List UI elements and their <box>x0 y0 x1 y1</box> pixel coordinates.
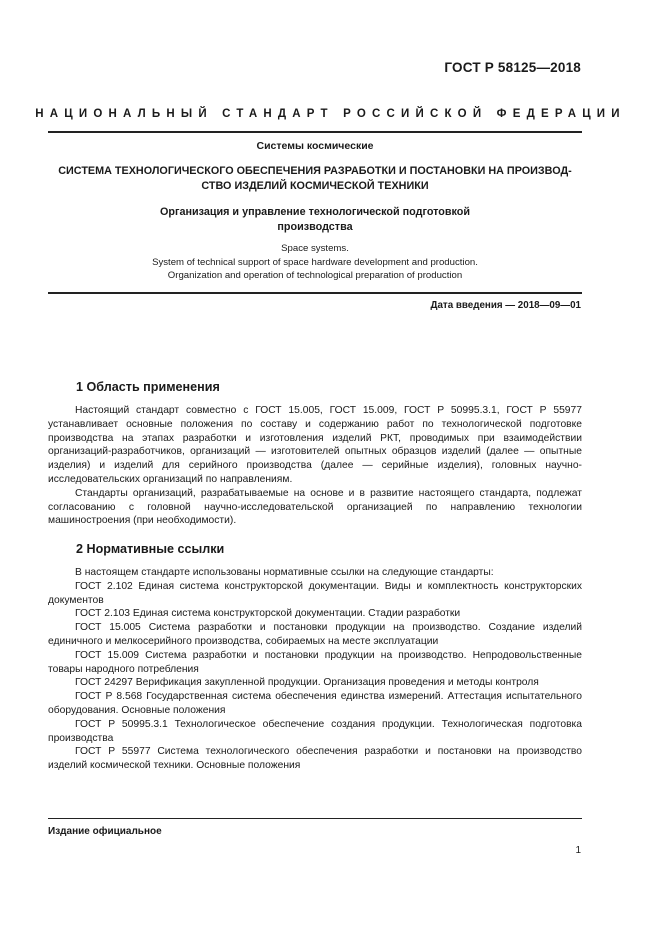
title-divider <box>48 292 582 294</box>
english-title-line1: Space systems. <box>281 243 349 254</box>
reference-item: ГОСТ 2.103 Единая система конструкторской документации. Стадии разработки <box>75 608 461 620</box>
main-title-line1: СИСТЕМА ТЕХНОЛОГИЧЕСКОГО ОБЕСПЕЧЕНИЯ РАЗРАБОТКИ И ПОСТАНОВКИ НА ПРОИЗВОД- <box>58 165 572 177</box>
english-title-line3: Organization and operation of technological preparation of production <box>167 270 463 281</box>
main-title <box>48 164 582 194</box>
document-code: ГОСТ Р 58125—2018 <box>444 60 581 75</box>
footer-divider <box>48 818 582 819</box>
header-divider <box>48 131 582 133</box>
reference-item: ГОСТ 15.005 Система разработки и постановки продукции на производство. Создание изделий единичного и мелкосерийного производства, собираемых на месте эксплуатации <box>48 622 582 647</box>
section-2-heading: 2 Нормативные ссылки <box>76 542 225 556</box>
standard-group: Системы космические <box>256 140 374 152</box>
english-title <box>48 242 582 283</box>
subtitle <box>48 205 582 235</box>
section-1-paragraph: Стандарты организаций, разрабатываемые на основе и в развитие настоящего стандарта, подлежат согласованию с головной научно-исследовательской организацией по направлению технологии машиностроения (при необходимости). <box>48 487 582 527</box>
reference-item: ГОСТ 15.009 Система разработки и постановки продукции на производство. Непродовольственные товары народного потребления <box>48 649 582 675</box>
national-standard-banner: НАЦИОНАЛЬНЫЙ СТАНДАРТ РОССИЙСКОЙ ФЕДЕРАЦИИ <box>35 108 626 120</box>
subtitle-line2: производства <box>277 221 353 233</box>
reference-item: ГОСТ 24297 Верификация закупленной продукции. Организация проведения и методы контроля <box>75 677 539 689</box>
section-1-body <box>48 404 582 528</box>
english-title-line2: System of technical support of space hardware development and production. <box>152 256 478 268</box>
section-1-heading: 1 Область применения <box>76 380 220 394</box>
official-edition-label: Издание официальное <box>48 826 162 837</box>
section-2-intro: В настоящем стандарте использованы нормативные ссылки на следующие стандарты: <box>75 567 494 578</box>
subtitle-line1: Организация и управление технологической подготовкой <box>159 206 471 218</box>
section-2-body <box>48 566 582 773</box>
reference-item: ГОСТ Р 55977 Система технологического обеспечения разработки и постановки на производство изделий космической техники. Основные положения <box>48 746 582 772</box>
introduction-date: Дата введения — 2018—09—01 <box>430 300 581 311</box>
reference-item: ГОСТ Р 50995.3.1 Технологическое обеспечение создания продукции. Технологическая подготовка производства <box>48 718 582 744</box>
section-1-paragraph: Настоящий стандарт совместно с ГОСТ 15.005, ГОСТ 15.009, ГОСТ Р 50995.3.1, ГОСТ Р 55977 устанавливает основные положения по составу и содержанию работ по технологической подготовке производства на этапах разработки и изготовления изделий РКТ, проводимых при взаимодействии организаций-разработчиков, организаций — изготовителей опытных образцов изделий (далее — опытные изделия) и изделий для серийного производства (далее — серийные изделия), головных научно-исследовательских организаций по направлениям. <box>48 405 582 485</box>
reference-item: ГОСТ Р 8.568 Государственная система обеспечения единства измерений. Аттестация испытательного оборудования. Основные положения <box>48 691 582 716</box>
reference-item: ГОСТ 2.102 Единая система конструкторской документации. Виды и комплектность конструкторских документов <box>48 580 582 606</box>
main-title-line2: СТВО ИЗДЕЛИЙ КОСМИЧЕСКОЙ ТЕХНИКИ <box>201 180 429 192</box>
page-number: 1 <box>575 845 581 856</box>
